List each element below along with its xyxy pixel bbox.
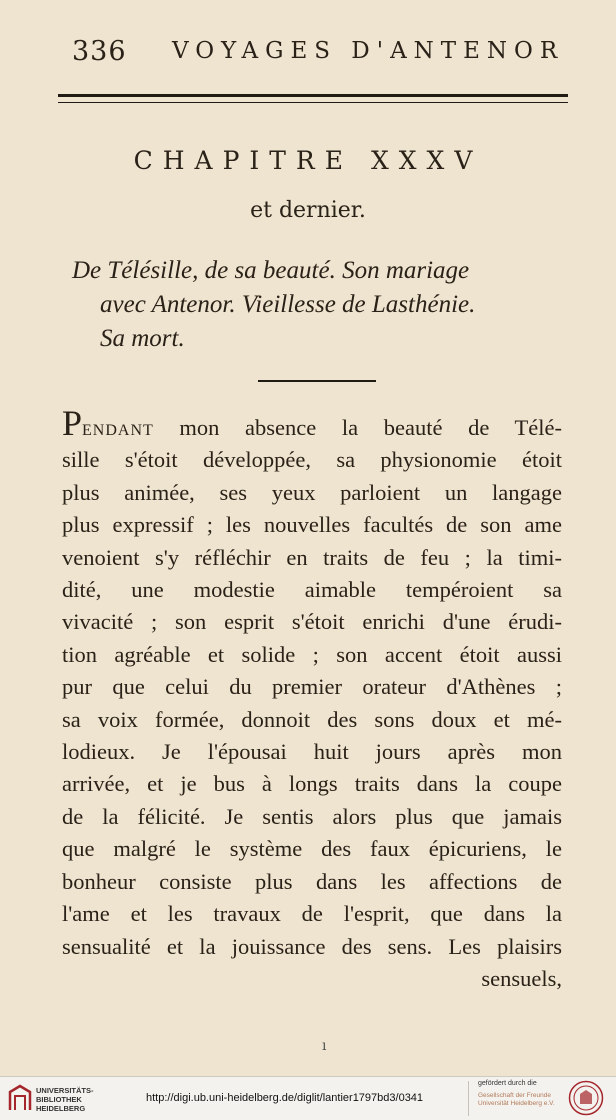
viewer-footer: [0, 1076, 616, 1120]
first-word: endant: [82, 415, 154, 440]
text-line: que malgré le système des faux épicuriens, le: [62, 836, 562, 862]
sponsor-line: Universität Heidelberg e.V.: [478, 1100, 555, 1107]
text-line: pur que celui du premier orateur d'Athènes ;: [62, 674, 562, 700]
section-divider: [258, 380, 376, 382]
text-line: bonheur consiste plus dans les affections de: [62, 868, 562, 894]
text-line: tion agréable et solide ; son accent étoit aussi: [62, 641, 562, 667]
text-line: sa voix formée, donnoit des sons doux et mé-: [62, 706, 562, 732]
library-name-line: HEIDELBERG: [36, 1104, 86, 1113]
university-library-logo-icon[interactable]: [8, 1084, 32, 1112]
university-seal-icon[interactable]: [568, 1080, 604, 1116]
text-line: vivacité ; son esprit s'étoit enrichi d'une érudi-: [62, 609, 562, 635]
text-line: [62, 403, 562, 444]
running-title: VOYAGES D'ANTENOR: [172, 38, 565, 64]
sponsor-name[interactable]: [478, 1092, 555, 1108]
text-line: plus expressif ; les nouvelles facultés de son ame: [62, 512, 562, 538]
text-line: arrivée, et je bus à longs traits dans la coupe: [62, 771, 562, 797]
summary-line: De Télésille, de sa beauté. Son mariage: [72, 257, 470, 284]
text-line: de la félicité. Je sentis alors plus que jamais: [62, 803, 562, 829]
library-name-line: UNIVERSITÄTS-: [36, 1086, 94, 1095]
sponsor-line: Gesellschaft der Freunde: [478, 1092, 551, 1099]
summary-line: Sa mort.: [100, 325, 185, 352]
text-line: sille s'étoit développée, sa physionomie étoit: [62, 447, 562, 473]
signature-mark: ı: [322, 1038, 327, 1054]
text-line: sensualité et la jouissance des sens. Les plaisirs: [62, 933, 562, 959]
text-line: l'ame et les travaux de l'esprit, que dans la: [62, 901, 562, 927]
footer-divider: [468, 1081, 469, 1116]
page-number: 336: [72, 36, 127, 67]
drop-capital: P: [62, 403, 83, 443]
running-head: [72, 36, 576, 72]
text-line: dité, une modestie aimable tempéroient sa: [62, 577, 562, 603]
summary-line: avec Antenor. Vieillesse de Lasthénie.: [100, 291, 476, 318]
catchword: sensuels,: [481, 965, 562, 991]
funded-by-label: gefördert durch die: [478, 1080, 537, 1087]
chapter-subheading: et dernier.: [250, 198, 366, 223]
library-name[interactable]: [36, 1086, 94, 1113]
header-rule-thin: [58, 102, 568, 103]
text-line: plus animée, ses yeux parloient un langage: [62, 479, 562, 505]
body-text: [62, 403, 562, 995]
chapter-heading: CHAPITRE XXXV: [133, 146, 483, 175]
header-rule-thick: [58, 94, 568, 97]
chapter-summary: [72, 254, 582, 356]
text-line: venoient s'y réfléchir en traits de feu ; la timi-: [62, 544, 562, 570]
permalink-url[interactable]: http://digi.ub.uni-heidelberg.de/diglit/lantier1797bd3/0341: [146, 1092, 424, 1104]
text-line: lodieux. Je l'épousai huit jours après mon: [62, 739, 562, 765]
first-line-rest: mon absence la beauté de Télé-: [153, 415, 562, 440]
library-name-line: BIBLIOTHEK: [36, 1095, 82, 1104]
